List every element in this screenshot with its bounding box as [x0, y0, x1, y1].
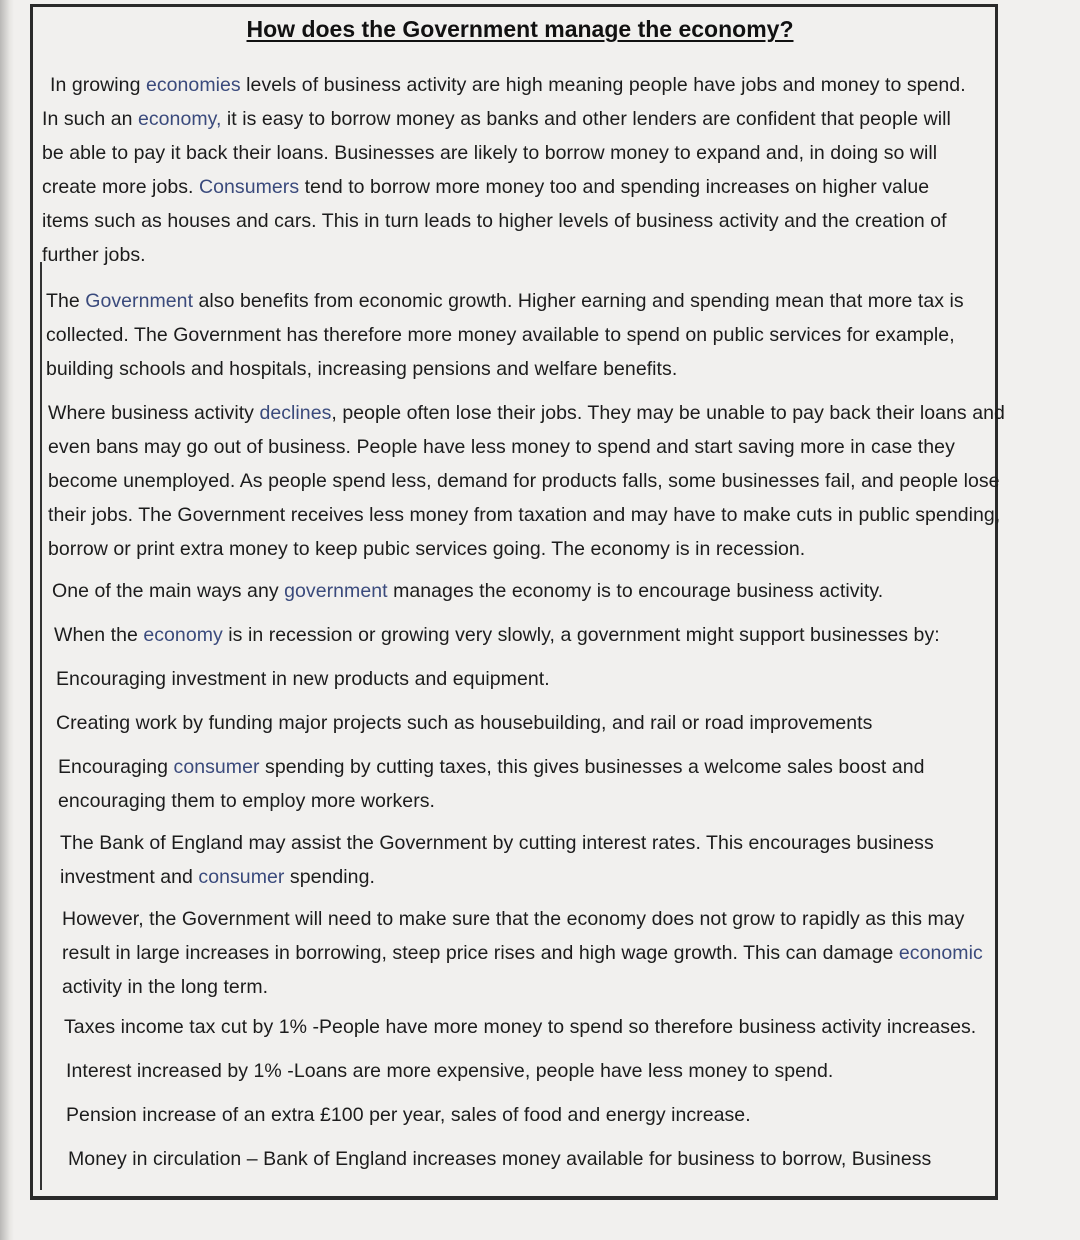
text-run: it is easy to borrow money as banks and other lenders are confident that people will be able to pay it back their loans. Businesses are likely to borrow money to expand and, in doing so will create more jobs. — [42, 108, 951, 198]
text-run: levels of business activity are high meaning people have jobs and money to spend. In such an — [42, 74, 966, 130]
text-run: One of the main ways any — [52, 580, 285, 602]
text-run: manages the economy is to encourage business activity. — [387, 580, 884, 602]
paragraph — [56, 662, 1016, 696]
paragraph — [54, 618, 1014, 652]
paragraph — [66, 1098, 1026, 1132]
text-run: spending by cutting taxes, this gives businesses a welcome sales boost and encouraging them to employ more workers. — [58, 756, 925, 812]
paragraph — [48, 396, 1008, 566]
text-run: Creating work by funding major projects such as housebuilding, and rail or road improvements — [56, 712, 873, 734]
keyword-highlight: economy — [143, 624, 223, 646]
page-edge-shadow — [0, 0, 14, 1240]
text-run: Money in circulation – Bank of England increases money available for business to borrow, Business — [68, 1148, 932, 1170]
paragraph — [64, 1010, 994, 1044]
keyword-highlight: economy, — [137, 108, 222, 130]
page-title: How does the Government manage the economy? — [246, 16, 794, 42]
keyword-highlight: Consumers — [198, 176, 300, 198]
text-run: also benefits from economic growth. Higher earning and spending mean that more tax is collected. The Government has therefore more money available to spend on public services for example, building schools and hospitals, increasing pensions and welfare benefits. — [46, 290, 964, 380]
text-run: The Bank of England may assist the Government by cutting interest rates. This encourages business investment and — [60, 832, 934, 888]
keyword-highlight: economies — [145, 74, 241, 96]
paragraph — [58, 750, 938, 818]
paragraph — [62, 902, 997, 1004]
text-run: spending. — [284, 866, 375, 888]
text-run: Taxes income tax cut by 1% -People have more money to spend so therefore business activity increases. — [64, 1016, 977, 1038]
keyword-highlight: Government — [85, 290, 194, 312]
paragraph — [42, 68, 972, 272]
paragraph — [52, 574, 1012, 608]
paragraph — [46, 284, 996, 386]
text-run: , people often lose their jobs. They may be unable to pay back their loans and even bans may go out of business. People have less money to spend and start saving more in case they become unemployed. As people spend less, demand for products falls, some businesses fail, and people lose their jobs. The Government receives less money from taxation and may have to make cuts in public spending, borrow or print extra money to keep pubic services going. The economy is in recession. — [48, 402, 1005, 560]
text-run: tend to borrow more money too and spending increases on higher value items such as houses and cars. This in turn leads to higher levels of business activity and the creation of further jobs. — [42, 176, 947, 266]
text-run: However, the Government will need to make sure that the economy does not grow to rapidly as this may result in large increases in borrowing, steep price rises and high wage growth. This can damage — [62, 908, 965, 964]
text-run: Encouraging investment in new products and equipment. — [56, 668, 550, 690]
text-run: In growing — [50, 74, 146, 96]
text-run: The — [46, 290, 86, 312]
text-run: is in recession or growing very slowly, a government might support businesses by: — [222, 624, 940, 646]
text-run: Pension increase of an extra £100 per year, sales of food and energy increase. — [66, 1104, 751, 1126]
paragraph — [56, 706, 1016, 740]
text-run: When the — [54, 624, 144, 646]
text-run: activity in the long term. — [62, 976, 269, 998]
text-run: Where business activity — [48, 402, 260, 424]
margin-rule — [40, 262, 42, 1190]
keyword-highlight: economic — [898, 942, 983, 964]
keyword-highlight: government — [284, 580, 388, 602]
paragraph — [66, 1054, 1026, 1088]
text-run: Encouraging — [58, 756, 174, 778]
keyword-highlight: consumer — [173, 756, 260, 778]
keyword-highlight: declines — [259, 402, 332, 424]
paragraph — [68, 1142, 968, 1176]
keyword-highlight: consumer — [198, 866, 285, 888]
text-run: Interest increased by 1% -Loans are more expensive, people have less money to spend. — [66, 1060, 834, 1082]
paragraph — [60, 826, 960, 894]
